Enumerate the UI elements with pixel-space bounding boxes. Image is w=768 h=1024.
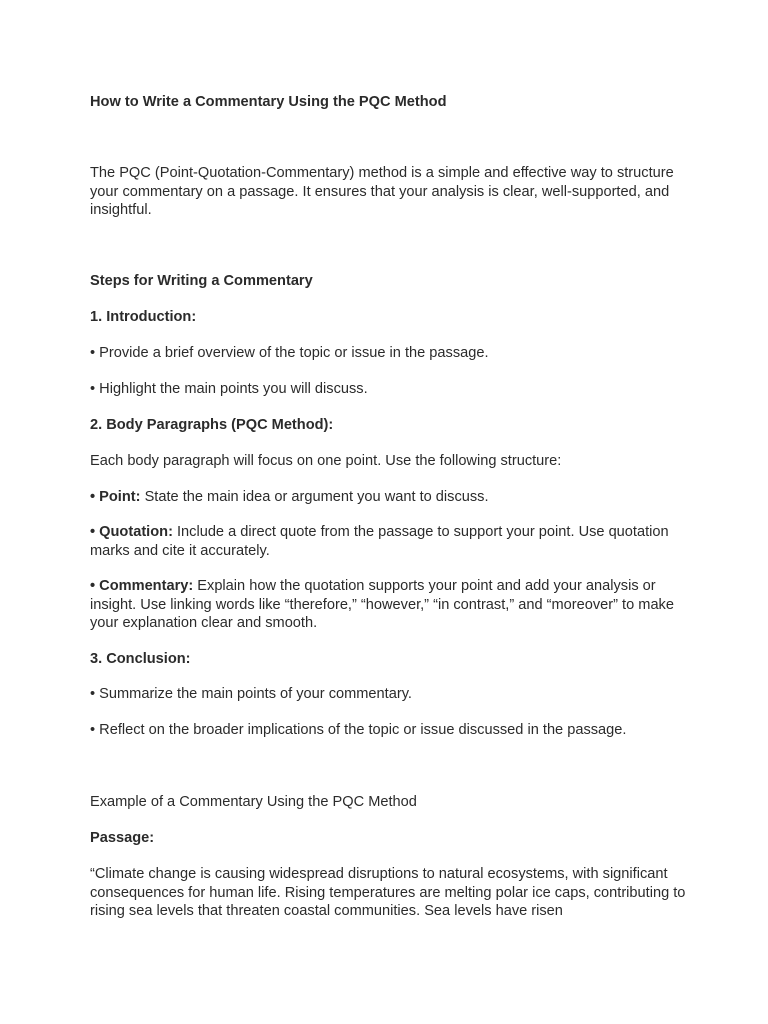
- body-paragraphs-heading: 2. Body Paragraphs (PQC Method):: [90, 417, 334, 433]
- intro-paragraph: The PQC (Point-Quotation-Commentary) method is a simple and effective way to structure your commentary on a passage. It ensures that your analysis is clear, well-supported, and insightful.: [90, 165, 674, 218]
- conclusion-bullet-2: • Reflect on the broader implications of the topic or issue discussed in the passage.: [90, 722, 627, 738]
- introduction-bullet-1: • Provide a brief overview of the topic or issue in the passage.: [90, 345, 489, 361]
- example-heading: Example of a Commentary Using the PQC Method: [90, 794, 417, 810]
- quotation-item: [90, 523, 690, 560]
- body-paragraphs-lead: Each body paragraph will focus on one point. Use the following structure:: [90, 453, 562, 469]
- point-text: State the main idea or argument you want to discuss.: [140, 489, 489, 505]
- commentary-item: [90, 577, 690, 633]
- quotation-label: • Quotation:: [90, 524, 173, 540]
- passage-text: “Climate change is causing widespread disruptions to natural ecosystems, with significant consequences for human life. Rising temperatures are melting polar ice caps, contributing to rising sea levels that threaten coastal communities. Sea levels have risen: [90, 866, 686, 919]
- point-item: [90, 488, 690, 507]
- commentary-text: Explain how the quotation supports your point and add your analysis or insight. Use linking words like “therefore,” “however,” “in contrast,” and “moreover” to make your explanation clear and smooth.: [90, 578, 674, 631]
- passage-label: Passage:: [90, 830, 155, 846]
- commentary-label: • Commentary:: [90, 578, 194, 594]
- conclusion-bullet-1: • Summarize the main points of your commentary.: [90, 686, 412, 702]
- steps-heading: Steps for Writing a Commentary: [90, 273, 313, 289]
- point-label: • Point:: [90, 489, 141, 505]
- quotation-text: Include a direct quote from the passage to support your point. Use quotation marks and cite it accurately.: [90, 524, 669, 559]
- document-title: How to Write a Commentary Using the PQC Method: [90, 94, 447, 110]
- conclusion-heading: 3. Conclusion:: [90, 651, 191, 667]
- introduction-heading: 1. Introduction:: [90, 309, 197, 325]
- introduction-bullet-2: • Highlight the main points you will discuss.: [90, 381, 368, 397]
